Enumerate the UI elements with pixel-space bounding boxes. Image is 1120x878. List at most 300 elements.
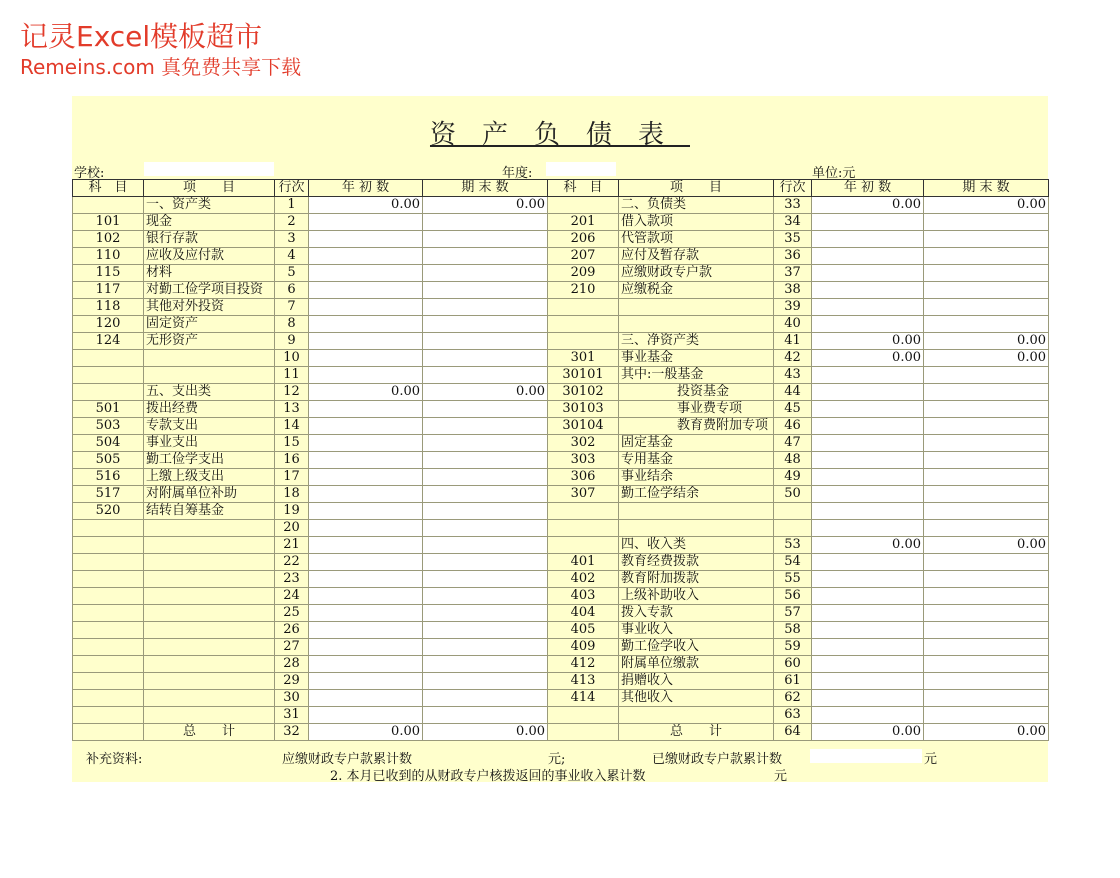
- right-begin-value[interactable]: [812, 435, 924, 452]
- right-begin-value[interactable]: [812, 367, 924, 384]
- right-begin-value[interactable]: [812, 316, 924, 333]
- left-end-value[interactable]: [423, 571, 548, 588]
- right-begin-value[interactable]: [812, 469, 924, 486]
- header-subject-right: 科 目: [548, 180, 619, 197]
- table-row: [73, 418, 1049, 435]
- left-begin-value[interactable]: [309, 282, 423, 299]
- right-row-number: 42: [774, 350, 812, 367]
- left-row-number: 19: [275, 503, 309, 520]
- right-begin-value[interactable]: [812, 486, 924, 503]
- right-row-number: 57: [774, 605, 812, 622]
- right-end-value[interactable]: [924, 656, 1049, 673]
- left-subject-code: 504: [73, 435, 144, 452]
- right-begin-value[interactable]: [812, 265, 924, 282]
- left-begin-value[interactable]: [309, 316, 423, 333]
- right-begin-value[interactable]: [812, 231, 924, 248]
- supplement-paid-input[interactable]: [810, 749, 922, 763]
- left-end-value[interactable]: [423, 656, 548, 673]
- left-end-value[interactable]: [423, 350, 548, 367]
- right-end-value[interactable]: 0.00: [924, 537, 1049, 554]
- right-subject-code: 404: [548, 605, 619, 622]
- year-input-cell[interactable]: [546, 162, 616, 176]
- right-item-name: 附属单位缴款: [619, 656, 774, 673]
- supplement-paid-unit: 元: [924, 752, 938, 767]
- left-row-number: 6: [275, 282, 309, 299]
- table-row: [73, 231, 1049, 248]
- right-end-value[interactable]: [924, 265, 1049, 282]
- left-end-value[interactable]: [423, 299, 548, 316]
- left-end-value[interactable]: [423, 333, 548, 350]
- right-end-value[interactable]: 0.00: [924, 333, 1049, 350]
- total-end-left[interactable]: 0.00: [423, 724, 548, 741]
- right-item-name: 应缴财政专户款: [619, 265, 774, 282]
- left-begin-value[interactable]: [309, 418, 423, 435]
- right-begin-value[interactable]: 0.00: [812, 333, 924, 350]
- table-row: [73, 401, 1049, 418]
- table-row: [73, 503, 1049, 520]
- table-row: [73, 469, 1049, 486]
- header-rowno-left: 行次: [275, 180, 309, 197]
- right-subject-code: [548, 503, 619, 520]
- right-begin-value[interactable]: [812, 656, 924, 673]
- right-end-value[interactable]: [924, 707, 1049, 724]
- right-subject-code: 201: [548, 214, 619, 231]
- left-begin-value[interactable]: [309, 401, 423, 418]
- left-item-name: 其他对外投资: [144, 299, 275, 316]
- total-row: [73, 724, 1049, 741]
- year-label: 年度:: [502, 166, 533, 181]
- left-end-value[interactable]: [423, 282, 548, 299]
- left-subject-code: 124: [73, 333, 144, 350]
- supplement-paid-label: 已缴财政专户款累计数: [652, 752, 783, 767]
- left-row-number: 12: [275, 384, 309, 401]
- right-end-value[interactable]: [924, 214, 1049, 231]
- left-begin-value[interactable]: [309, 537, 423, 554]
- right-subject-code: 30102: [548, 384, 619, 401]
- left-row-number: 25: [275, 605, 309, 622]
- right-item-name: 捐赠收入: [619, 673, 774, 690]
- left-end-value[interactable]: [423, 418, 548, 435]
- total-rowno-right: 64: [774, 724, 812, 741]
- right-item-name: 代管款项: [619, 231, 774, 248]
- left-row-number: 9: [275, 333, 309, 350]
- right-begin-value[interactable]: [812, 605, 924, 622]
- left-end-value[interactable]: [423, 265, 548, 282]
- left-subject-code: 102: [73, 231, 144, 248]
- right-end-value[interactable]: [924, 605, 1049, 622]
- right-subject-code: 30101: [548, 367, 619, 384]
- right-item-name: 借入款项: [619, 214, 774, 231]
- left-end-value[interactable]: [423, 316, 548, 333]
- right-subject-code: 30103: [548, 401, 619, 418]
- left-begin-value[interactable]: [309, 350, 423, 367]
- left-begin-value[interactable]: [309, 588, 423, 605]
- left-end-value[interactable]: [423, 537, 548, 554]
- left-item-name: 材料: [144, 265, 275, 282]
- left-end-value[interactable]: [423, 452, 548, 469]
- header-end-left: 期 末 数: [423, 180, 548, 197]
- left-begin-value[interactable]: [309, 503, 423, 520]
- left-end-value[interactable]: [423, 503, 548, 520]
- right-begin-value[interactable]: [812, 639, 924, 656]
- right-end-value[interactable]: [924, 554, 1049, 571]
- left-subject-code: 115: [73, 265, 144, 282]
- left-begin-value[interactable]: [309, 435, 423, 452]
- left-subject-code: [73, 588, 144, 605]
- left-begin-value[interactable]: [309, 690, 423, 707]
- left-end-value[interactable]: [423, 622, 548, 639]
- left-end-value[interactable]: [423, 214, 548, 231]
- left-begin-value[interactable]: [309, 605, 423, 622]
- left-begin-value[interactable]: [309, 231, 423, 248]
- right-subject-code: [548, 299, 619, 316]
- right-row-number: 62: [774, 690, 812, 707]
- right-item-name: 教育经费拨款: [619, 554, 774, 571]
- left-item-name: [144, 588, 275, 605]
- right-row-number: 53: [774, 537, 812, 554]
- left-begin-value[interactable]: [309, 707, 423, 724]
- left-end-value[interactable]: 0.00: [423, 197, 548, 214]
- left-end-value[interactable]: [423, 486, 548, 503]
- left-row-number: 31: [275, 707, 309, 724]
- right-end-value[interactable]: 0.00: [924, 350, 1049, 367]
- right-subject-code: 303: [548, 452, 619, 469]
- right-row-number: 61: [774, 673, 812, 690]
- left-end-value[interactable]: 0.00: [423, 384, 548, 401]
- right-begin-value[interactable]: [812, 248, 924, 265]
- left-item-name: 结转自筹基金: [144, 503, 275, 520]
- left-item-name: [144, 690, 275, 707]
- right-subject-code: 209: [548, 265, 619, 282]
- left-item-name: 五、支出类: [144, 384, 275, 401]
- right-end-value[interactable]: 0.00: [924, 197, 1049, 214]
- left-item-name: 现金: [144, 214, 275, 231]
- total-rowno-left: 32: [275, 724, 309, 741]
- right-subject-code: 412: [548, 656, 619, 673]
- left-row-number: 11: [275, 367, 309, 384]
- table-row: [73, 333, 1049, 350]
- right-item-name: 投资基金: [619, 384, 774, 401]
- left-subject-code: [73, 639, 144, 656]
- right-begin-value[interactable]: [812, 690, 924, 707]
- left-begin-value[interactable]: [309, 520, 423, 537]
- left-begin-value[interactable]: [309, 214, 423, 231]
- right-item-name: [619, 299, 774, 316]
- left-begin-value[interactable]: [309, 571, 423, 588]
- table-row: [73, 537, 1049, 554]
- right-item-name: 事业基金: [619, 350, 774, 367]
- left-begin-value[interactable]: [309, 639, 423, 656]
- left-subject-code: [73, 673, 144, 690]
- right-subject-code: 405: [548, 622, 619, 639]
- left-end-value[interactable]: [423, 231, 548, 248]
- left-end-value[interactable]: [423, 554, 548, 571]
- right-end-value[interactable]: [924, 469, 1049, 486]
- right-item-name: [619, 316, 774, 333]
- left-end-value[interactable]: [423, 639, 548, 656]
- right-end-value[interactable]: [924, 639, 1049, 656]
- right-row-number: 47: [774, 435, 812, 452]
- right-begin-value[interactable]: 0.00: [812, 537, 924, 554]
- spreadsheet-area: [72, 96, 1048, 782]
- right-row-number: 48: [774, 452, 812, 469]
- left-begin-value[interactable]: [309, 469, 423, 486]
- table-row: [73, 248, 1049, 265]
- table-row: [73, 265, 1049, 282]
- left-subject-code: [73, 537, 144, 554]
- right-begin-value[interactable]: [812, 554, 924, 571]
- header-end-right: 期 末 数: [924, 180, 1049, 197]
- left-row-number: 24: [275, 588, 309, 605]
- left-item-name: [144, 537, 275, 554]
- left-end-value[interactable]: [423, 673, 548, 690]
- left-begin-value[interactable]: 0.00: [309, 197, 423, 214]
- left-end-value[interactable]: [423, 367, 548, 384]
- table-row: [73, 350, 1049, 367]
- left-end-value[interactable]: [423, 707, 548, 724]
- supplement-payable-label: 应缴财政专户款累计数: [282, 752, 413, 767]
- left-subject-code: [73, 690, 144, 707]
- table-row: [73, 622, 1049, 639]
- table-row: [73, 214, 1049, 231]
- left-begin-value[interactable]: 0.00: [309, 384, 423, 401]
- table-row: [73, 605, 1049, 622]
- left-subject-code: 520: [73, 503, 144, 520]
- right-begin-value[interactable]: [812, 588, 924, 605]
- right-subject-code: 206: [548, 231, 619, 248]
- header-begin-right: 年 初 数: [812, 180, 924, 197]
- left-row-number: 26: [275, 622, 309, 639]
- right-end-value[interactable]: [924, 282, 1049, 299]
- right-item-name: 教育费附加专项: [619, 418, 774, 435]
- left-row-number: 20: [275, 520, 309, 537]
- right-end-value[interactable]: [924, 622, 1049, 639]
- left-subject-code: 120: [73, 316, 144, 333]
- right-subject-code: 403: [548, 588, 619, 605]
- left-end-value[interactable]: [423, 690, 548, 707]
- left-begin-value[interactable]: [309, 367, 423, 384]
- right-begin-value[interactable]: [812, 384, 924, 401]
- left-item-name: [144, 673, 275, 690]
- right-item-name: [619, 503, 774, 520]
- left-subject-code: [73, 656, 144, 673]
- right-row-number: 34: [774, 214, 812, 231]
- left-row-number: 30: [275, 690, 309, 707]
- left-item-name: 对附属单位补助: [144, 486, 275, 503]
- left-begin-value[interactable]: [309, 333, 423, 350]
- left-subject-code: 118: [73, 299, 144, 316]
- right-end-value[interactable]: [924, 486, 1049, 503]
- right-begin-value[interactable]: [812, 214, 924, 231]
- table-row: [73, 673, 1049, 690]
- right-row-number: 55: [774, 571, 812, 588]
- left-row-number: 13: [275, 401, 309, 418]
- right-end-value[interactable]: [924, 690, 1049, 707]
- left-end-value[interactable]: [423, 401, 548, 418]
- right-row-number: 39: [774, 299, 812, 316]
- left-end-value[interactable]: [423, 588, 548, 605]
- right-row-number: 50: [774, 486, 812, 503]
- right-item-name: 事业收入: [619, 622, 774, 639]
- right-end-value[interactable]: [924, 316, 1049, 333]
- right-begin-value[interactable]: [812, 503, 924, 520]
- left-row-number: 7: [275, 299, 309, 316]
- right-begin-value[interactable]: [812, 282, 924, 299]
- right-item-name: [619, 707, 774, 724]
- right-subject-code: [548, 333, 619, 350]
- right-end-value[interactable]: [924, 231, 1049, 248]
- left-row-number: 1: [275, 197, 309, 214]
- table-row: [73, 367, 1049, 384]
- right-row-number: 35: [774, 231, 812, 248]
- left-item-name: 上缴上级支出: [144, 469, 275, 486]
- right-end-value[interactable]: [924, 520, 1049, 537]
- left-item-name: 对勤工俭学项目投资: [144, 282, 275, 299]
- left-end-value[interactable]: [423, 435, 548, 452]
- right-row-number: [774, 520, 812, 537]
- right-end-value[interactable]: [924, 673, 1049, 690]
- total-label-right: 总 计: [619, 724, 774, 741]
- left-subject-code: 117: [73, 282, 144, 299]
- right-item-name: 四、收入类: [619, 537, 774, 554]
- right-subject-code: 207: [548, 248, 619, 265]
- left-subject-code: [73, 384, 144, 401]
- left-row-number: 29: [275, 673, 309, 690]
- header-item-left: 项 目: [144, 180, 275, 197]
- right-end-value[interactable]: [924, 418, 1049, 435]
- left-row-number: 2: [275, 214, 309, 231]
- right-begin-value[interactable]: [812, 418, 924, 435]
- right-item-name: 事业费专项: [619, 401, 774, 418]
- table-row: [73, 588, 1049, 605]
- total-end-right[interactable]: 0.00: [924, 724, 1049, 741]
- left-subject-code: [73, 367, 144, 384]
- left-item-name: [144, 639, 275, 656]
- right-end-value[interactable]: [924, 299, 1049, 316]
- left-row-number: 16: [275, 452, 309, 469]
- left-row-number: 22: [275, 554, 309, 571]
- left-item-name: 一、资产类: [144, 197, 275, 214]
- right-item-name: 教育附加拨款: [619, 571, 774, 588]
- left-item-name: 银行存款: [144, 231, 275, 248]
- left-begin-value[interactable]: [309, 265, 423, 282]
- right-begin-value[interactable]: [812, 707, 924, 724]
- left-row-number: 5: [275, 265, 309, 282]
- left-begin-value[interactable]: [309, 299, 423, 316]
- right-end-value[interactable]: [924, 367, 1049, 384]
- right-end-value[interactable]: [924, 503, 1049, 520]
- left-end-value[interactable]: [423, 248, 548, 265]
- right-begin-value[interactable]: [812, 622, 924, 639]
- right-subject-code: 402: [548, 571, 619, 588]
- total-begin-right[interactable]: 0.00: [812, 724, 924, 741]
- right-end-value[interactable]: [924, 588, 1049, 605]
- right-end-value[interactable]: [924, 452, 1049, 469]
- left-subject-code: 516: [73, 469, 144, 486]
- right-end-value[interactable]: [924, 384, 1049, 401]
- left-subject-code: 503: [73, 418, 144, 435]
- right-begin-value[interactable]: [812, 299, 924, 316]
- left-item-name: [144, 520, 275, 537]
- right-end-value[interactable]: [924, 435, 1049, 452]
- table-row: [73, 316, 1049, 333]
- right-item-name: 二、负债类: [619, 197, 774, 214]
- left-row-number: 15: [275, 435, 309, 452]
- left-begin-value[interactable]: [309, 452, 423, 469]
- left-subject-code: [73, 554, 144, 571]
- left-begin-value[interactable]: [309, 486, 423, 503]
- left-begin-value[interactable]: [309, 248, 423, 265]
- right-row-number: 58: [774, 622, 812, 639]
- left-begin-value[interactable]: [309, 656, 423, 673]
- left-item-name: [144, 571, 275, 588]
- total-begin-left[interactable]: 0.00: [309, 724, 423, 741]
- right-subject-code: 401: [548, 554, 619, 571]
- right-end-value[interactable]: [924, 248, 1049, 265]
- table-row: [73, 435, 1049, 452]
- left-row-number: 4: [275, 248, 309, 265]
- right-end-value[interactable]: [924, 571, 1049, 588]
- left-item-name: [144, 605, 275, 622]
- right-begin-value[interactable]: [812, 673, 924, 690]
- left-item-name: 应收及应付款: [144, 248, 275, 265]
- right-subject-code: [548, 707, 619, 724]
- right-item-name: 固定基金: [619, 435, 774, 452]
- table-row: [73, 197, 1049, 214]
- right-row-number: 49: [774, 469, 812, 486]
- right-row-number: 56: [774, 588, 812, 605]
- watermark-title: 记灵Excel模板超市: [20, 20, 263, 53]
- left-begin-value[interactable]: [309, 554, 423, 571]
- right-begin-value[interactable]: [812, 401, 924, 418]
- right-row-number: 33: [774, 197, 812, 214]
- table-row: [73, 520, 1049, 537]
- left-item-name: 拨出经费: [144, 401, 275, 418]
- right-row-number: 45: [774, 401, 812, 418]
- right-begin-value[interactable]: [812, 520, 924, 537]
- left-row-number: 18: [275, 486, 309, 503]
- header-rowno-right: 行次: [774, 180, 812, 197]
- table-row: [73, 486, 1049, 503]
- right-begin-value[interactable]: [812, 452, 924, 469]
- left-end-value[interactable]: [423, 469, 548, 486]
- table-row: [73, 384, 1049, 401]
- left-end-value[interactable]: [423, 520, 548, 537]
- right-item-name: 应付及暂存款: [619, 248, 774, 265]
- left-item-name: [144, 554, 275, 571]
- left-begin-value[interactable]: [309, 622, 423, 639]
- right-subject-code: [548, 197, 619, 214]
- right-begin-value[interactable]: 0.00: [812, 197, 924, 214]
- left-row-number: 21: [275, 537, 309, 554]
- left-subject-code: [73, 571, 144, 588]
- left-subject-code: [73, 197, 144, 214]
- table-row: [73, 282, 1049, 299]
- right-end-value[interactable]: [924, 401, 1049, 418]
- right-row-number: 36: [774, 248, 812, 265]
- right-subject-code: 306: [548, 469, 619, 486]
- right-begin-value[interactable]: 0.00: [812, 350, 924, 367]
- left-begin-value[interactable]: [309, 673, 423, 690]
- supplement-returned-label: 2. 本月已收到的从财政专户核拨返回的事业收入累计数: [330, 769, 646, 784]
- left-end-value[interactable]: [423, 605, 548, 622]
- school-input-cell[interactable]: [144, 162, 274, 176]
- table-row: [73, 639, 1049, 656]
- table-row: [73, 554, 1049, 571]
- left-subject-code: [73, 520, 144, 537]
- right-subject-code: 30104: [548, 418, 619, 435]
- right-begin-value[interactable]: [812, 571, 924, 588]
